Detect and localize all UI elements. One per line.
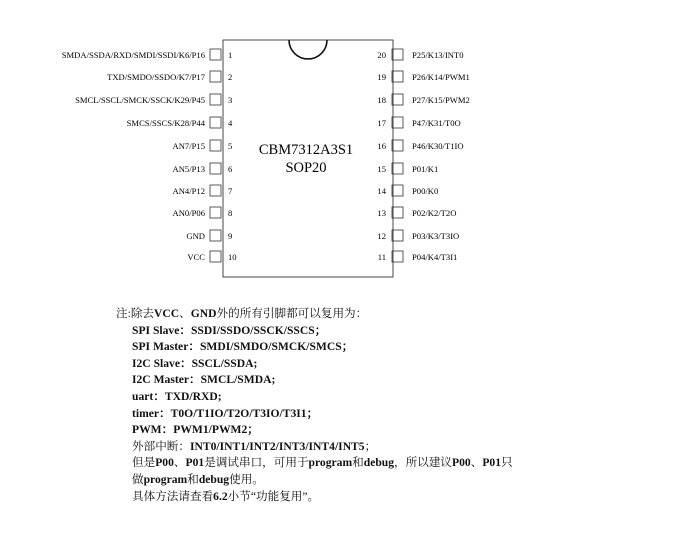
pin-number: 16: [377, 141, 386, 151]
notes-uart: [116, 389, 513, 406]
pin-pad: [392, 207, 403, 218]
pin-number: 18: [377, 95, 386, 105]
pin-number: 8: [228, 208, 233, 218]
pin-left: [187, 251, 236, 262]
pin-left: [173, 163, 233, 174]
note-section: 6.2: [213, 489, 228, 503]
note-text: 和: [352, 456, 364, 470]
pin-pad: [392, 117, 403, 128]
note-end: ；: [364, 439, 377, 453]
note-colon: ：: [159, 406, 171, 420]
note-text: 但是: [132, 456, 156, 470]
chip-part-number: CBM7312A3S1: [258, 142, 354, 158]
note-text: 做: [132, 472, 144, 486]
chip-package: SOP20: [285, 160, 327, 176]
notes-spi-master: [116, 339, 513, 356]
note-text: 只: [501, 456, 513, 470]
pin-name: P26/K14/PWM1: [412, 72, 470, 82]
pin-name: P00/K0: [412, 186, 439, 196]
pin-number: 7: [228, 186, 233, 196]
note-text: 注:除去: [116, 307, 155, 320]
note-pin: P01: [185, 456, 205, 470]
note-label: SPI Slave: [132, 323, 180, 337]
pin-left: [127, 117, 233, 128]
note-text: 、: [179, 307, 191, 320]
pin-name: GND: [186, 231, 205, 241]
pin-pad: [210, 251, 221, 262]
notes-debug: [116, 455, 513, 472]
pin-pad: [210, 207, 221, 218]
pin-number: 5: [228, 141, 233, 151]
pin-name: SMDA/SSDA/RXD/SMDI/SSDI/K6/P16: [61, 50, 205, 60]
pin-number: 20: [377, 50, 386, 60]
note-pin: P00: [452, 456, 471, 470]
notes-timer: [116, 406, 513, 423]
note-end: ;: [271, 373, 276, 387]
pin-name: P46/K30/T1IO: [412, 141, 464, 151]
note-colon: ：: [180, 356, 192, 370]
chip-body: [223, 40, 393, 277]
pin-pad: [210, 117, 221, 128]
pin-number: 17: [377, 118, 386, 128]
pin-right: [378, 251, 458, 262]
pin-right: [377, 117, 460, 128]
note-term: debug: [198, 472, 230, 486]
notes-i2c-slave: [116, 356, 513, 373]
note-colon: ：: [188, 340, 200, 354]
note-colon: ：: [179, 323, 191, 337]
pin-name: AN4/P12: [172, 186, 205, 196]
note-label: PWM: [132, 423, 162, 437]
notes-i2c-master: [116, 372, 513, 389]
pin-pad: [392, 230, 403, 241]
pin-number: 1: [228, 50, 233, 60]
note-label: 外部中断: [132, 439, 179, 453]
pin-pad: [392, 163, 403, 174]
pin-left: [62, 49, 233, 60]
note-text: 和: [187, 472, 199, 486]
pin-number: 2: [228, 72, 233, 82]
pin-name: P47/K31/T0O: [412, 118, 461, 128]
pin-number: 9: [228, 231, 233, 241]
pin-right: [377, 71, 469, 82]
pin-right: [377, 94, 469, 105]
notes-debug-continued: [116, 472, 513, 489]
pin-name: AN7/P15: [172, 141, 205, 151]
pin-name: P04/K4/T3I1: [412, 252, 458, 262]
note-label: I2C Slave: [132, 356, 180, 370]
pin-pad: [210, 49, 221, 60]
pin-number: 10: [228, 252, 237, 262]
pin-number: 11: [377, 252, 386, 262]
pin-number: 15: [377, 164, 386, 174]
note-term: program: [308, 456, 353, 470]
note-label: uart: [132, 389, 154, 403]
pin-left: [186, 230, 232, 241]
note-term: program: [143, 472, 188, 486]
notes-external-interrupt: [116, 439, 513, 456]
note-value: SSDI/SSDO/SSCK/SSCS: [190, 323, 315, 337]
note-label: I2C Master: [132, 373, 189, 387]
note-value: T0O/T1IO/T2O/T3IO/T3I1: [170, 406, 307, 420]
pin-number: 6: [228, 164, 233, 174]
pin-multiplex-notes: [116, 306, 513, 505]
notes-spi-slave: [116, 323, 513, 340]
note-text: ，所以建议: [394, 456, 453, 470]
pin-name: SMCL/SSCL/SMCK/SSCK/K29/P45: [75, 95, 205, 105]
note-text: 小节“功能复用”。: [227, 489, 320, 503]
pin-number: 3: [228, 95, 233, 105]
pin-right: [377, 49, 463, 60]
pin-name: P01/K1: [412, 164, 439, 174]
note-vcc: VCC: [154, 307, 180, 320]
pin-pad: [210, 185, 221, 196]
note-value: INT0/INT1/INT2/INT3/INT4/INT5: [190, 439, 365, 453]
pin-name: P02/K2/T2O: [412, 208, 457, 218]
note-end: ；: [306, 406, 319, 420]
note-text: 是调试串口，可用于: [204, 456, 309, 470]
pin-left: [107, 71, 232, 82]
pin-name: TXD/SMDO/SSDO/K7/P17: [107, 72, 205, 82]
pin-pad: [392, 71, 403, 82]
pin-pad: [210, 140, 221, 151]
pin-pad: [392, 140, 403, 151]
note-text: 具体方法请查看: [132, 489, 214, 503]
pin-number: 19: [377, 72, 386, 82]
note-end: ；: [314, 323, 327, 337]
pin-left: [75, 94, 232, 105]
pin-pad: [210, 163, 221, 174]
pin-right: [377, 163, 438, 174]
pin-name: AN0/P06: [172, 208, 205, 218]
pin-pad: [210, 71, 221, 82]
note-value: PWM1/PWM2: [173, 423, 248, 437]
note-label: SPI Master: [132, 340, 189, 354]
note-pin: P00: [155, 456, 174, 470]
note-text: 外的所有引脚都可以复用为：: [216, 307, 368, 320]
note-colon: ：: [188, 373, 201, 387]
pin-pad: [392, 185, 403, 196]
pin-name: AN5/P13: [172, 164, 205, 174]
pin-name: P03/K3/T3IO: [412, 231, 460, 241]
note-value: SSCL/SSDA: [191, 356, 254, 370]
pin-number: 13: [377, 208, 386, 218]
note-label: timer: [132, 406, 160, 420]
pin-right: [377, 207, 456, 218]
note-colon: ：: [161, 423, 174, 437]
pin-left: [173, 185, 233, 196]
pin-pad: [210, 230, 221, 241]
note-end: ；: [341, 340, 354, 354]
note-end: ；: [247, 423, 259, 437]
pin-right: [377, 230, 459, 241]
note-end: ;: [217, 389, 222, 403]
note-end: ;: [253, 356, 258, 370]
note-pin: P01: [482, 456, 502, 470]
note-colon: ：: [178, 439, 190, 453]
note-value: SMDI/SMDO/SMCK/SMCS: [199, 340, 342, 354]
notes-reference: [116, 489, 513, 506]
pin-name: VCC: [187, 252, 205, 262]
pin-pad: [392, 49, 403, 60]
note-colon: ：: [153, 389, 165, 403]
notes-intro: [116, 306, 513, 323]
pin-right: [377, 140, 463, 151]
note-text: 使用。: [229, 472, 264, 486]
chip-notch: [289, 40, 327, 59]
note-gnd: GND: [190, 307, 217, 320]
note-value: SMCL/SMDA: [200, 373, 272, 387]
pin-pad: [392, 251, 403, 262]
pin-right: [377, 185, 438, 196]
pin-pad: [392, 94, 403, 105]
pin-name: SMCS/SSCS/K28/P44: [126, 118, 205, 128]
pin-number: 14: [377, 186, 386, 196]
note-value: TXD/RXD: [164, 389, 218, 403]
pin-name: P27/K15/PWM2: [412, 95, 470, 105]
pin-number: 4: [228, 118, 233, 128]
pin-pad: [210, 94, 221, 105]
note-term: debug: [363, 456, 395, 470]
notes-pwm: [116, 422, 513, 439]
note-text: 、: [173, 456, 186, 470]
pin-number: 12: [377, 231, 386, 241]
note-text: 、: [470, 456, 483, 470]
pin-name: P25/K13/INT0: [412, 50, 464, 60]
